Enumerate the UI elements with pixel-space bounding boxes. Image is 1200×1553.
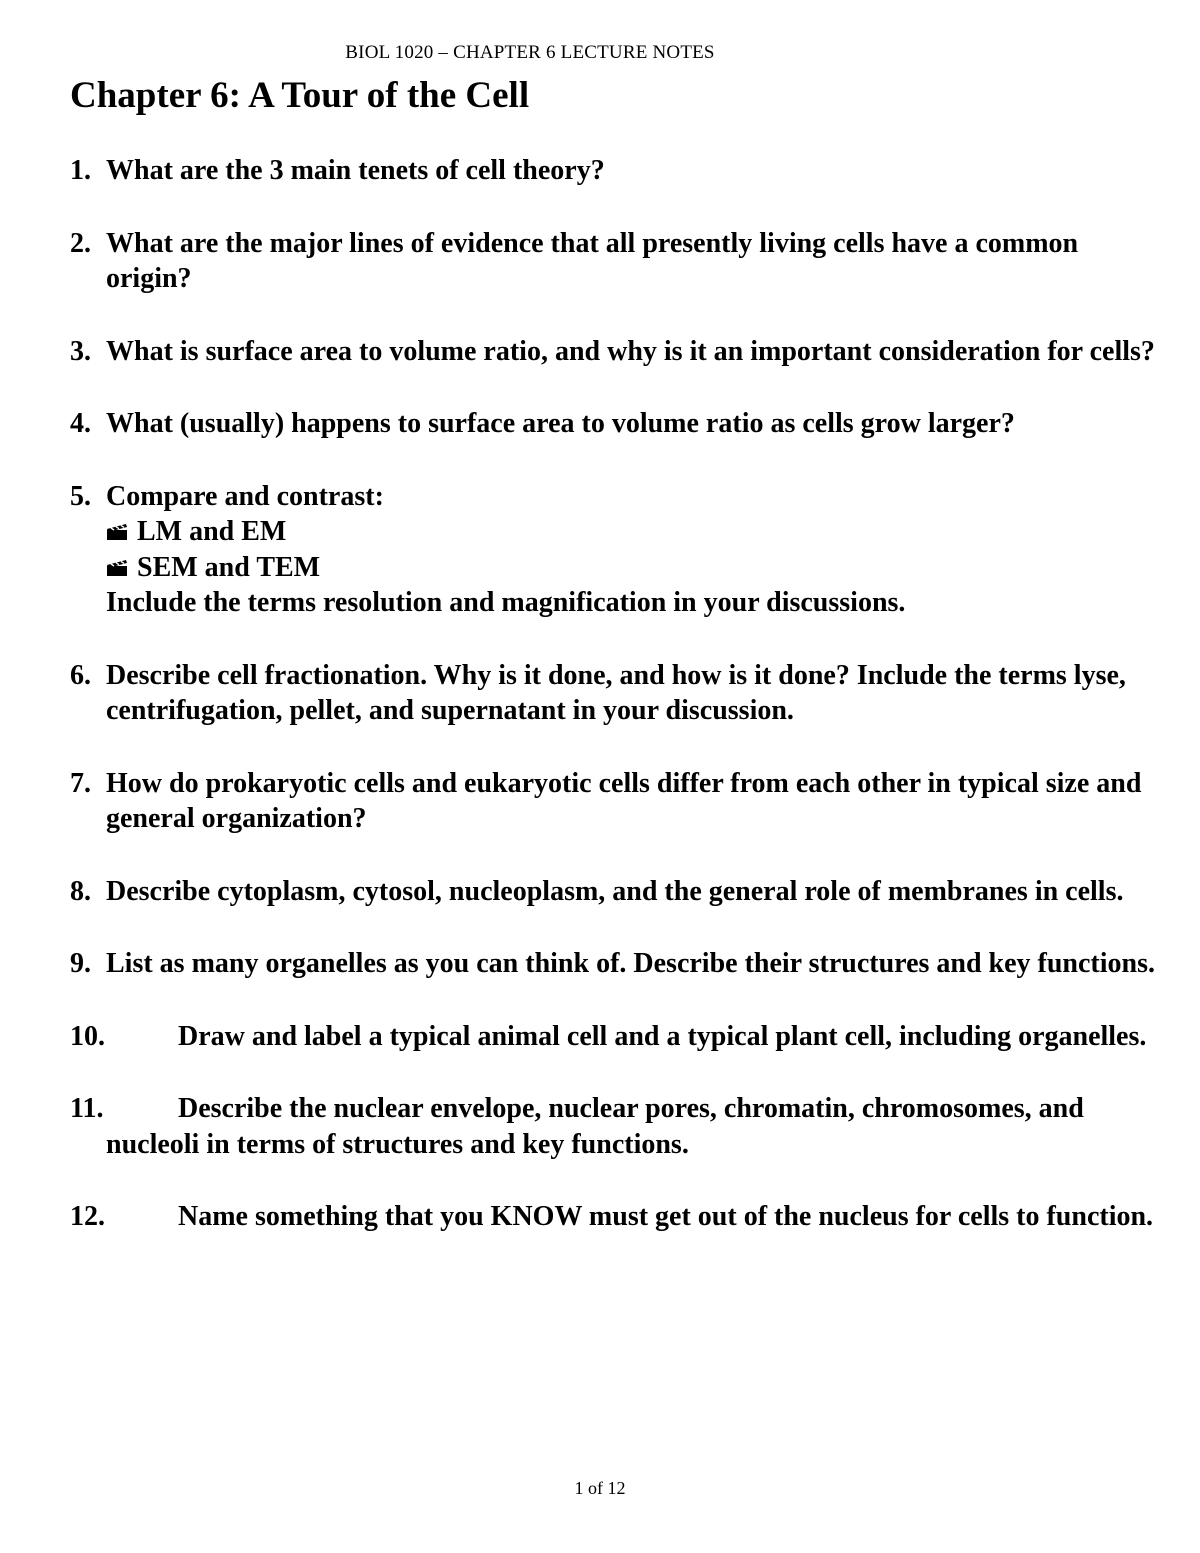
question-number: 3. [70, 335, 91, 367]
question-number: 2. [70, 227, 91, 259]
sub-bullet-text: SEM and TEM [137, 551, 321, 583]
clapperboard-icon [106, 523, 128, 541]
question-number: 8. [70, 875, 91, 907]
question-number: 12. [70, 1201, 105, 1232]
question-text: What are the major lines of evidence that all presently living cells have a common origin? [106, 227, 1079, 294]
question-item [70, 1019, 1160, 1055]
question-number: 1. [70, 155, 91, 186]
question-item [70, 226, 1160, 297]
question-item [70, 153, 1160, 189]
sub-bullet [106, 550, 1160, 586]
question-text: Name something that you KNOW must get out of the nucleus for cells to function. [178, 1201, 1154, 1232]
question-text: Describe cell fractionation. Why is it done, and how is it done? Include the terms lyse, centrifugation, pellet, and supernatant in your discussion. [106, 659, 1126, 726]
question-number: 11. [70, 1093, 104, 1124]
question-text: Draw and label a typical animal cell and a typical plant cell, including organelles. [178, 1020, 1147, 1052]
running-header: BIOL 1020 – CHAPTER 6 LECTURE NOTES [345, 42, 715, 63]
question-text: What are the 3 main tenets of cell theory? [106, 155, 605, 186]
question-item [70, 406, 1160, 442]
question-item [70, 874, 1160, 910]
question-number: 4. [70, 408, 91, 439]
question-text: What (usually) happens to surface area to volume ratio as cells grow larger? [106, 408, 1015, 439]
question-number: 10. [70, 1020, 105, 1052]
question-number: 9. [70, 948, 91, 979]
question-item [70, 479, 1160, 621]
question-followup: Include the terms resolution and magnification in your discussions. [106, 587, 906, 618]
question-text: List as many organelles as you can think of. Describe their structures and key functions. [106, 948, 1156, 979]
question-text: What is surface area to volume ratio, and why is it an important consideration for cells? [106, 335, 1155, 367]
sub-bullet [106, 514, 1160, 550]
clapperboard-icon [106, 559, 128, 577]
question-text: Describe the nuclear envelope, nuclear pores, chromatin, chromosomes, and nucleoli in terms of structures and key functions. [106, 1093, 1084, 1160]
chapter-title: Chapter 6: A Tour of the Cell [70, 75, 530, 116]
question-text: Describe cytoplasm, cytosol, nucleoplasm, and the general role of membranes in cells. [106, 875, 1124, 907]
question-number: 7. [70, 767, 91, 799]
sub-bullet-text: LM and EM [137, 516, 287, 547]
question-number: 6. [70, 659, 91, 691]
question-item [70, 658, 1160, 729]
question-item [70, 334, 1160, 370]
question-item [70, 1199, 1160, 1235]
question-text: Compare and contrast: [106, 480, 384, 512]
question-item [70, 1091, 1160, 1162]
question-item [70, 766, 1160, 837]
question-item [70, 946, 1160, 982]
page-number: 1 of 12 [574, 1478, 626, 1498]
question-list [70, 153, 1160, 1272]
question-number: 5. [70, 480, 91, 512]
question-text: How do prokaryotic cells and eukaryotic cells differ from each other in typical size and general organization? [106, 767, 1142, 834]
